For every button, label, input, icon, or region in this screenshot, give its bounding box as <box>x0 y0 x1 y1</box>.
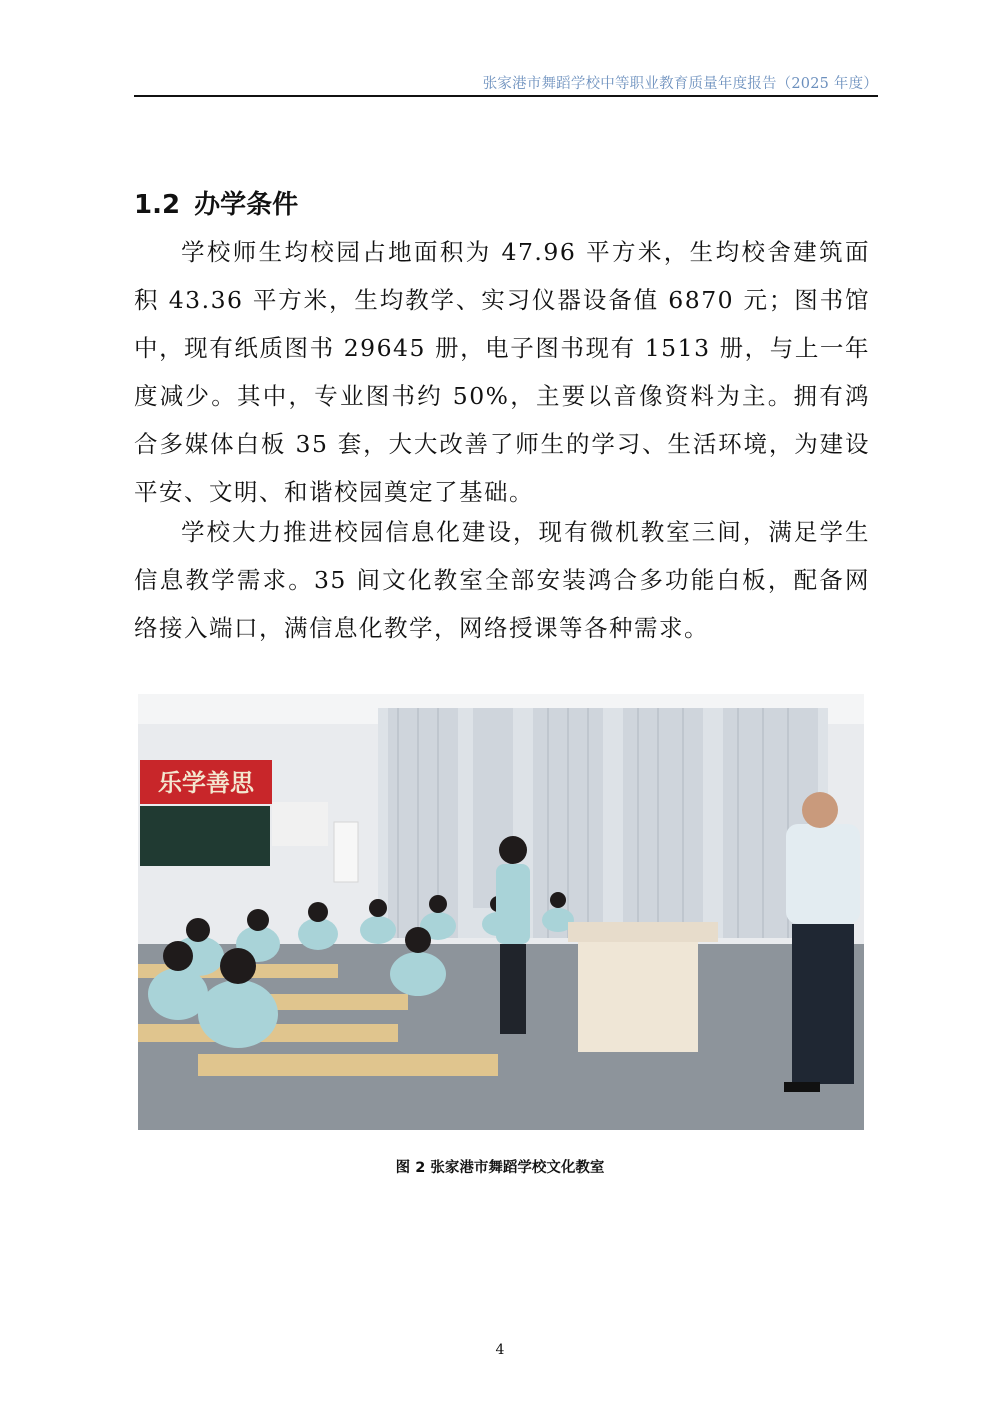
section-title: 办学条件 <box>194 190 299 220</box>
running-header: 张家港市舞蹈学校中等职业教育质量年度报告（2025 年度） <box>482 76 878 92</box>
header-rule <box>134 95 878 97</box>
banner-text: 乐学善思 <box>158 769 254 797</box>
body-paragraph-1: 学校师生均校园占地面积为 47.96 平方米，生均校舍建筑面积 43.36 平方米，生均教学、实习仪器设备值 6870 元；图书馆中，现有纸质图书 29645 册，电子图书现有 1513 册，与上一年度减少。其中，专业图书约 50%，主要以音像资料为主。拥有鸿合多媒体白板 35 套，大大改善了师生的学习、生活环境，为建设平安、文明、和谐校园奠定了基础。 <box>134 238 870 506</box>
figure-caption: 图 2 张家港市舞蹈学校文化教室 <box>395 1160 605 1176</box>
body-paragraph-2: 学校大力推进校园信息化建设，现有微机教室三间，满足学生信息教学需求。35 间文化教室全部安装鸿合多功能白板，配备网络接入端口，满信息化教学，网络授课等各种需求。 <box>134 518 870 642</box>
section-number: 1.2 <box>134 190 181 220</box>
classroom-photo <box>138 694 864 1130</box>
page-number: 4 <box>495 1342 505 1358</box>
section-heading <box>134 184 298 221</box>
